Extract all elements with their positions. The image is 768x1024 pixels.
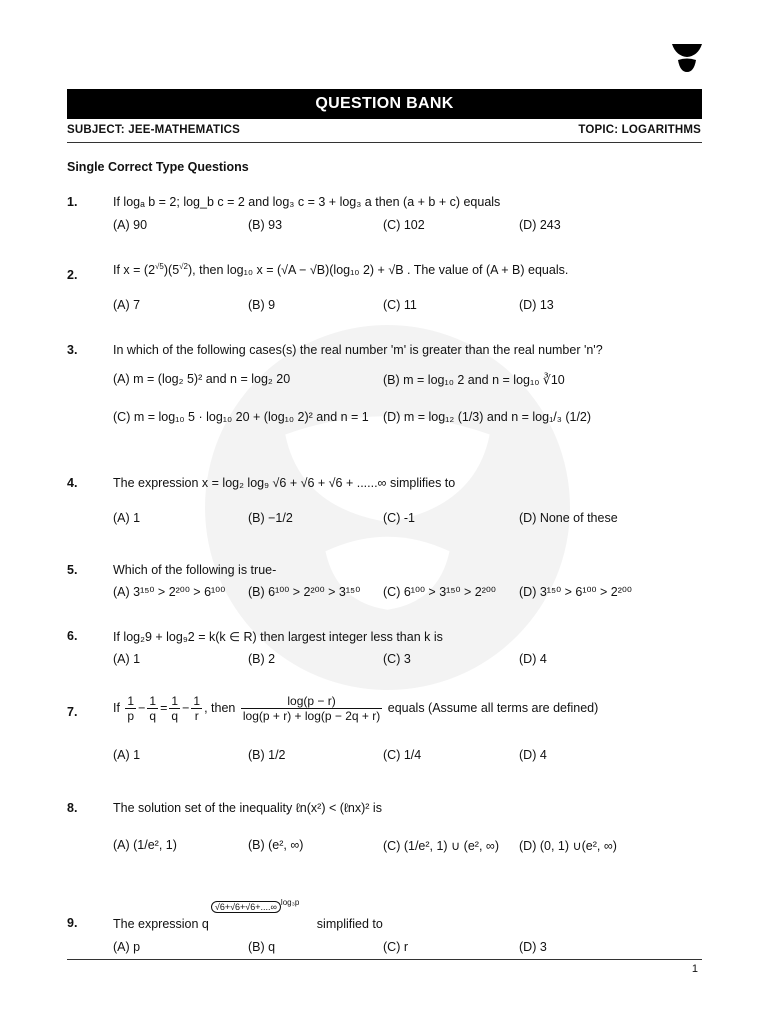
question-text: equals (Assume all terms are defined) xyxy=(387,700,599,715)
fraction: $\frac{\log(p - r)}{\log(p + r) + \log(p - 2q + r)}$ xyxy=(242,694,381,723)
option-b[interactable]: (B) m = log₁₀ 2 and n = log₁₀ ∛10 xyxy=(383,373,565,387)
question-text: Which of the following is true- xyxy=(113,563,277,577)
exponent-label: log₃p xyxy=(280,898,300,907)
question-number: 2. xyxy=(67,268,78,282)
question-text-post: , then log₁₀ x = (√A − √B)(log₁₀ 2) + √B . The value of (A + B) equals. xyxy=(192,263,569,278)
option-b[interactable]: (B) 2 xyxy=(248,652,276,666)
question-text: If log₂9 + log₉2 = k(k ∈ R) then largest integer less than k is xyxy=(113,630,443,644)
option-d[interactable]: (D) 3 xyxy=(519,940,547,954)
option-c[interactable]: (C) 102 xyxy=(383,218,425,232)
option-d[interactable]: (D) 4 xyxy=(519,652,547,666)
question-number: 3. xyxy=(67,343,78,357)
option-a[interactable]: (A) 1 xyxy=(113,652,141,666)
option-a[interactable]: (A) (1/e², 1) xyxy=(113,838,177,852)
question-text-pre: The expression q xyxy=(113,917,209,932)
question-text: The expression x = log₂ log₉ √6 + √6 + √6 + ......∞ simplifies to xyxy=(113,476,456,490)
option-b[interactable]: (B) 1/2 xyxy=(248,748,286,762)
topic-label: TOPIC: LOGARITHMS xyxy=(578,124,701,136)
page-number: 1 xyxy=(691,963,698,975)
fraction: $\frac{1}{p}$ xyxy=(127,694,135,723)
option-c[interactable]: (C) 3 xyxy=(383,652,411,666)
option-c[interactable]: (C) 1/4 xyxy=(383,748,422,762)
option-b[interactable]: (B) (e², ∞) xyxy=(248,838,304,852)
option-d[interactable]: (D) 13 xyxy=(519,298,554,312)
fraction: $\frac{1}{q}$ xyxy=(149,694,157,723)
option-a[interactable]: (A) 3¹⁵⁰ > 2²⁰⁰ > 6¹⁰⁰ xyxy=(113,585,226,599)
option-a[interactable]: (A) p xyxy=(113,940,141,954)
header-divider xyxy=(67,142,702,143)
option-b[interactable]: (B) q xyxy=(248,940,276,954)
page-title-banner: QUESTION BANK xyxy=(67,89,702,119)
option-b[interactable]: (B) 9 xyxy=(248,298,276,312)
option-d[interactable]: (D) 4 xyxy=(519,748,547,762)
option-b[interactable]: (B) 6¹⁰⁰ > 2²⁰⁰ > 3¹⁵⁰ xyxy=(248,585,361,599)
question-text-pre: If x = (2 xyxy=(113,263,156,278)
option-d[interactable]: (D) 3¹⁵⁰ > 6¹⁰⁰ > 2²⁰⁰ xyxy=(519,585,632,599)
option-a[interactable]: (A) 1 xyxy=(113,511,141,525)
question-expression: The expression q√6+√6+√6+....∞ $^{log_3p}$ simplified to xyxy=(113,898,383,932)
question-text: If $x = (2^{√5})(5^{√2})$, then log₁₀ x = (√A − √B)(log₁₀ 2) + √B . The value of (A + B) equals. xyxy=(113,262,569,278)
option-a[interactable]: (A) 7 xyxy=(113,298,141,312)
option-b[interactable]: (B) 93 xyxy=(248,218,283,232)
question-text: The solution set of the inequality ℓn(x²) < (ℓnx)² is xyxy=(113,801,382,815)
option-a[interactable]: (A) m = (log₂ 5)² and n = log₂ 20 xyxy=(113,372,291,386)
option-b[interactable]: (B) −1/2 xyxy=(248,511,293,525)
question-number: 8. xyxy=(67,801,78,815)
question-expression: If $\frac{1}{p}$ − $\frac{1}{q}$ = $\frac{1}{q}$ − $\frac{1}{r}$ , then $\frac{\log(p - r)}{\log(p + r) + \log(p - 2q + r)}$ equals (Assume all terms are defined) xyxy=(113,694,599,723)
option-c[interactable]: (C) -1 xyxy=(383,511,415,525)
option-c[interactable]: (C) (1/e², 1) ∪ (e², ∞) xyxy=(383,839,499,853)
option-a[interactable]: (A) 1 xyxy=(113,748,141,762)
question-number: 1. xyxy=(67,195,78,209)
option-c[interactable]: (C) 11 xyxy=(383,298,417,312)
option-c[interactable]: (C) 6¹⁰⁰ > 3¹⁵⁰ > 2²⁰⁰ xyxy=(383,585,496,599)
option-d[interactable]: (D) None of these xyxy=(519,511,618,525)
question-number: 6. xyxy=(67,629,78,643)
option-d[interactable]: (D) (0, 1) ∪(e², ∞) xyxy=(519,839,617,853)
question-number: 4. xyxy=(67,476,78,490)
section-title: Single Correct Type Questions xyxy=(67,160,249,174)
option-c[interactable]: (C) r xyxy=(383,940,408,954)
question-number: 9. xyxy=(67,916,78,930)
option-a[interactable]: (A) 90 xyxy=(113,218,148,232)
question-text-post: simplified to xyxy=(316,917,383,932)
subject-label: SUBJECT: JEE-MATHEMATICS xyxy=(67,124,241,136)
question-text: In which of the following cases(s) the real number 'm' is greater than the real number 'n'? xyxy=(113,343,603,357)
question-number: 5. xyxy=(67,563,78,577)
option-d[interactable]: (D) 243 xyxy=(519,218,561,232)
question-number: 7. xyxy=(67,705,78,719)
fraction: $\frac{1}{r}$ xyxy=(193,694,201,723)
fraction: $\frac{1}{q}$ xyxy=(171,694,179,723)
option-c[interactable]: (C) m = log₁₀ 5 · log₁₀ 20 + (log₁₀ 2)² and n = 1 xyxy=(113,410,369,424)
question-text: If logₐ b = 2; log_b c = 2 and log₃ c = 3 + log₃ a then (a + b + c) equals xyxy=(113,195,501,209)
brand-logo-icon xyxy=(672,44,702,72)
option-d[interactable]: (D) m = log₁₂ (1/3) and n = log₁/₃ (1/2) xyxy=(383,410,592,424)
footer-divider xyxy=(67,959,702,960)
